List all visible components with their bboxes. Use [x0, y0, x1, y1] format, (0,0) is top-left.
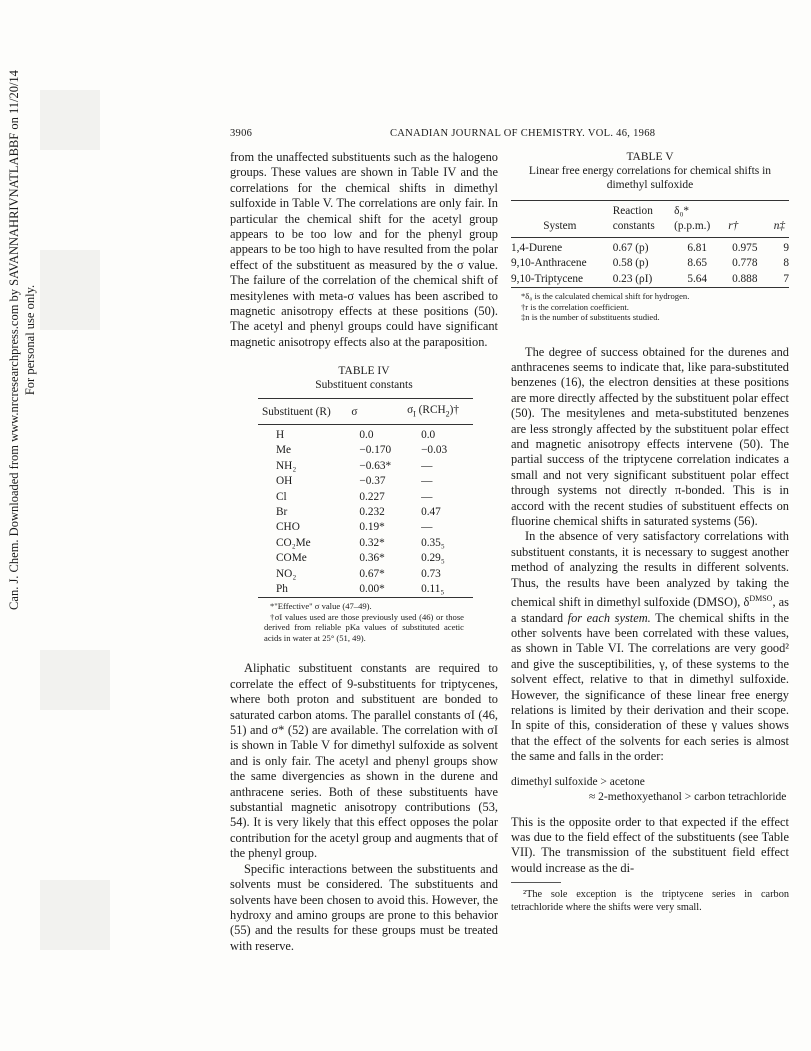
substituent-cell: Cl: [276, 490, 287, 503]
table-v: [511, 150, 789, 323]
col-header-system: System: [511, 219, 609, 237]
solvent-order-line-2: ≈ 2-methoxyethanol > carbon tetrachloride: [589, 790, 787, 803]
delta-cell: 8.65: [687, 257, 708, 270]
n-cell: 8: [783, 257, 789, 270]
sigma-i-cell: −0.03: [421, 444, 448, 457]
journal-title: CANADIAN JOURNAL OF CHEMISTRY. VOL. 46, 1968: [390, 128, 656, 139]
table-iv-title: Substituent constants: [315, 379, 413, 392]
footnote: ²The sole exception is the triptycene series in carbon tetrachloride where the shifts were very small.: [511, 889, 789, 913]
sigma-cell: 0.00*: [359, 583, 385, 595]
table-v-footnote-2: †r is the correlation coefficient.: [521, 301, 629, 312]
paragraph: [511, 529, 789, 764]
scan-smudge: [40, 90, 100, 150]
watermark-line-1: Can. J. Chem. Downloaded from www.nrcresearchpress.com by SAVANNAHRIVNATLABBF on 11/20/14: [7, 70, 21, 610]
table-row: [511, 256, 789, 271]
sigma-i-cell: 0.73: [421, 567, 441, 580]
r-cell: 0.778: [732, 257, 758, 270]
table-iv-footnote-1: *"Effective" σ value (47–49).: [270, 601, 372, 612]
table-row: [511, 237, 789, 256]
sigma-i-cell: 0.0: [421, 428, 436, 441]
table-row: [258, 459, 473, 474]
system-cell: 1,4-Durene: [511, 241, 563, 254]
table-row: [258, 474, 473, 489]
table-row: [258, 505, 473, 520]
sigma-cell: 0.0: [359, 428, 374, 441]
paragraph: The degree of success obtained for the durenes and anthracenes seems to indicate that, like para-substituted benzenes (16), the electron densities at these positions are more directly affected by the substituent polar effect (50). The mesitylenes and meta-substituted benzenes are less strongly affected by the substituent polar effect and magnetic anisotropy effects intervene (50). The partial success of the triptycene correlation indicates a small and not very significant substituent polar effect through systems not directly π-bonded. This is in accord with the recent studies of substituent effects on fluorine chemical shifts in saturated systems (56).: [511, 344, 789, 528]
col-header-sigma: σ: [347, 399, 403, 425]
table-v-grid: [511, 200, 789, 287]
paragraph: Specific interactions between the substituents and solvents must be considered. The substituents and solvents have been chosen to avoid this. However, the hydroxy and amino groups are prone to this behavior (55) and the results for these groups must be treated with reserve.: [230, 861, 498, 953]
sigma-i-cell: 0.47: [421, 505, 441, 518]
para-text: The chemical shifts in the other solvents have been correlated with these values, as shown in Table VI. The correlations are very good² and give the susceptibilities, γ, of these systems to the solvent effect, relative to that in dimethyl sulfoxide. However, the significance of these linear free energy relations is limited by their derivation and their scope. In spite of this, consideration of these γ values shows that the effect of the solvents for each series is almost the same and falls in the order:: [511, 610, 789, 764]
table-iv: [230, 364, 498, 643]
delta-cell: 5.64: [687, 272, 708, 285]
reaction-cell: 0.23 (ρI): [612, 272, 653, 285]
scan-smudge: [40, 650, 110, 710]
sigma-i-cell: 0.11₅: [421, 583, 445, 595]
footnote-rule: [511, 882, 561, 883]
sigma-cell: −0.37: [359, 475, 386, 488]
substituent-cell: Me: [276, 444, 292, 457]
table-v-footnote-3: ‡n is the number of substituents studied.: [521, 312, 660, 323]
n-cell: 7: [783, 272, 789, 285]
table-iv-label: TABLE IV: [338, 365, 390, 378]
r-cell: 0.888: [732, 272, 758, 285]
col-header-substituent: Substituent (R): [258, 399, 347, 425]
col-header-reaction: Reaction: [609, 201, 670, 220]
table-iv-footnote-2: †σI values used are those previously used (46) or those derived from reliable pKa values of substituted acetic acids in water at 25° (51, 49).: [264, 611, 464, 643]
reaction-cell: 0.67 (p): [612, 241, 649, 254]
scan-smudge: [40, 880, 110, 950]
substituent-cell: CO₂Me: [276, 536, 311, 549]
sigma-i-cell: 0.29₅: [421, 552, 445, 565]
col-header-sigma-i: $\sigma_I$ $(RCH_2)\dagger$: [403, 399, 473, 425]
substituent-cell: NO₂: [276, 567, 297, 580]
table-row: [258, 582, 473, 597]
table-v-footnote-1: *δ₀ is the calculated chemical shift for hydrogen.: [521, 291, 690, 302]
sigma-i-cell: —: [421, 475, 433, 488]
sigma-cell: 0.232: [359, 505, 385, 518]
table-v-title: Linear free energy correlations for chemical shifts in dimethyl sulfoxide: [528, 165, 772, 191]
solvent-order: [511, 775, 789, 805]
superscript-dmso: DMSO: [749, 594, 773, 604]
substituent-cell: NH₂: [276, 459, 297, 472]
para-text: In the absence of very satisfactory correlations with substituent constants, it is necessary to suggest another method of analyzing the results in different solvents. Thus, the results have been analyzed by taking the chemical shift in dimethyl sulfoxide (DMSO), δ: [511, 529, 789, 610]
para-text: , as a standard: [511, 595, 789, 625]
paragraph: This is the opposite order to that expected if the effect was due to the field effect of the substituents (see Table VII). The transmission of the substituent field effect would increase as the di-: [511, 814, 789, 875]
para-emphasis: for each system.: [567, 610, 651, 625]
table-row: [258, 424, 473, 443]
paragraph: Aliphatic substituent constants are required to correlate the effect of 9-substituents for triptycenes, where both proton and substituent are bonded to saturated carbon atoms. The parallel constants σI (46, 51) and σ* (52) are available. The correlation with σI is shown in Table V for dimethyl sulfoxide as solvent and is only fair. The acetyl and phenyl groups show the same divergencies as shown in the durene and anthracene series. Both of these substituents have substantial magnetic anisotropy contributions (53, 54). It is very likely that this effect opposes the polar contribution for the acetyl group and augments that of the phenyl group.: [230, 661, 498, 861]
col-header-r: r†: [724, 219, 765, 237]
sigma-cell: −0.170: [359, 444, 392, 457]
page-number: 3906: [230, 128, 253, 139]
col-header-ppm: (p.p.m.): [670, 219, 724, 237]
table-row: [258, 490, 473, 505]
sigma-i-cell: —: [421, 521, 433, 534]
sigma-i-cell: —: [421, 459, 433, 472]
r-cell: 0.975: [732, 241, 758, 254]
reaction-cell: 0.58 (p): [612, 257, 649, 270]
substituent-cell: H: [276, 428, 285, 441]
sigma-i-cell: —: [421, 490, 433, 503]
table-row: [258, 567, 473, 582]
substituent-cell: COMe: [276, 552, 307, 565]
table-row: [511, 272, 789, 287]
sigma-cell: −0.63*: [359, 459, 392, 472]
substituent-cell: Br: [276, 505, 288, 518]
sigma-cell: 0.19*: [359, 521, 385, 534]
sigma-cell: 0.32*: [359, 536, 385, 549]
system-cell: 9,10-Anthracene: [511, 257, 587, 270]
scan-smudge: [40, 250, 100, 330]
substituent-cell: CHO: [276, 521, 300, 534]
n-cell: 9: [783, 241, 789, 254]
sigma-cell: 0.36*: [359, 552, 385, 565]
table-row: [258, 520, 473, 535]
sigma-cell: 0.67*: [359, 567, 385, 580]
table-iv-grid: [258, 398, 473, 597]
table-row: [258, 536, 473, 551]
download-watermark: [4, 40, 38, 660]
watermark-line-2: For personal use only.: [23, 284, 37, 396]
right-column: [511, 150, 789, 914]
system-cell: 9,10-Triptycene: [511, 272, 584, 285]
table-v-label: TABLE V: [626, 151, 674, 163]
solvent-order-line-1: dimethyl sulfoxide > acetone: [511, 775, 645, 788]
left-column: [230, 150, 498, 954]
col-header-n: n‡: [765, 219, 789, 237]
col-header-delta: δ₀*: [670, 201, 724, 220]
col-header-constants: constants: [609, 219, 670, 237]
substituent-cell: OH: [276, 475, 293, 488]
paragraph: from the unaffected substituents such as the halogeno groups. These values are shown in Table IV and the correlations for the chemical shifts in dimethyl sulfoxide in Table V. The correlations are only fair. In particular the chemical shift for the acetyl group appears to be too low and for the phenyl group appears to be too high to have resulted from the polar effect of the substituent as measured by the σ value. The failure of the correlation of the chemical shift of mesitylenes with meta-σ values has been ascribed to magnetic anisotropy effects at these positions (50). The acetyl and phenyl groups could have significant magnetic anisotropy effects also at the paraposition.: [230, 150, 498, 349]
table-row: [258, 551, 473, 566]
substituent-cell: Ph: [276, 583, 288, 595]
sigma-i-cell: 0.35₅: [421, 536, 445, 549]
delta-cell: 6.81: [687, 241, 708, 254]
sigma-cell: 0.227: [359, 490, 385, 503]
table-row: [258, 443, 473, 458]
